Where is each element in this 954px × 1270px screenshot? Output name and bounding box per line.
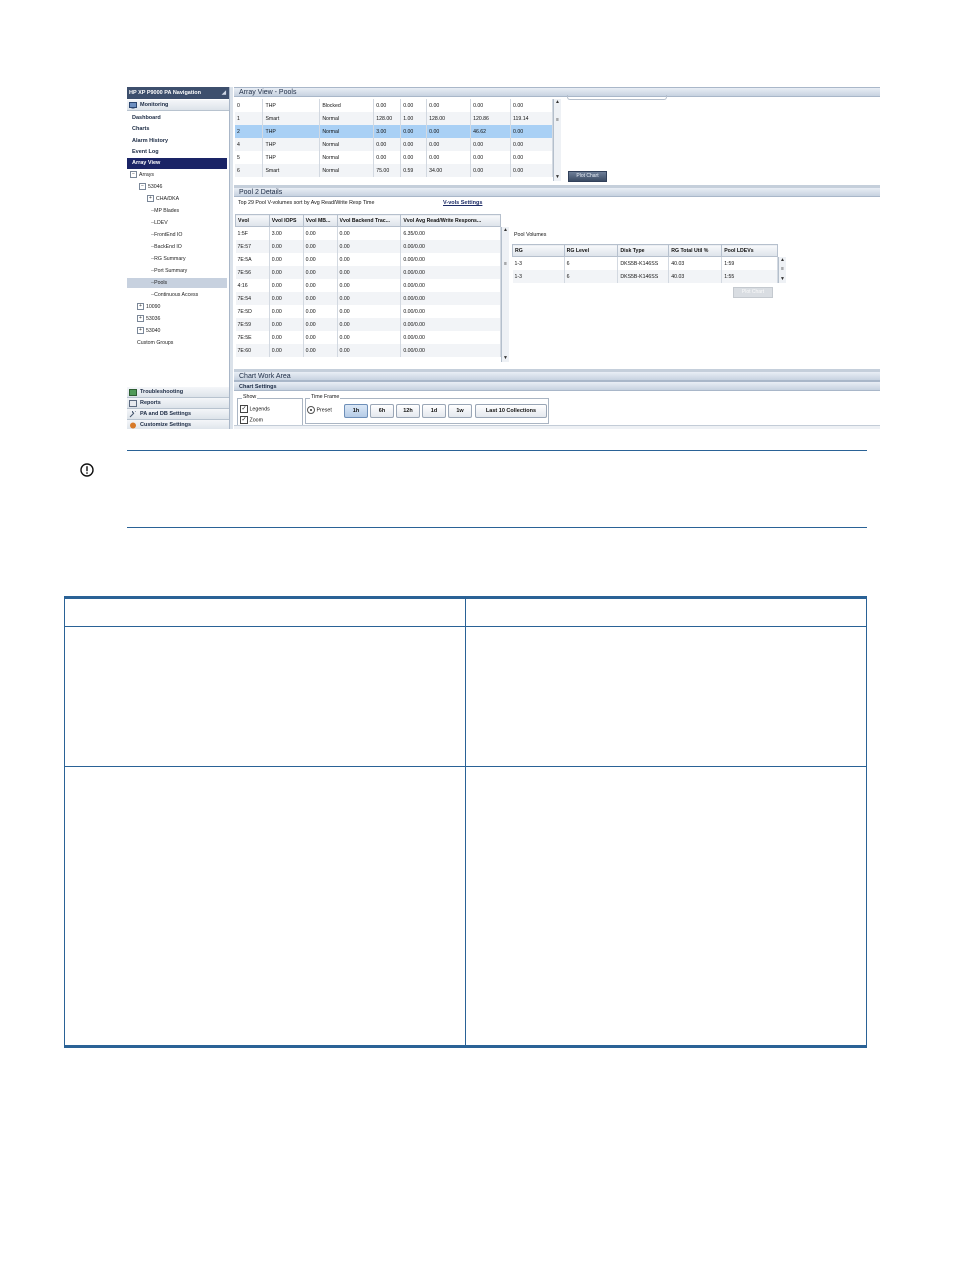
table-cell: Normal: [320, 138, 374, 151]
tree-node-cha-dka[interactable]: [147, 195, 179, 204]
table-cell: 7E:54: [236, 292, 270, 305]
troubleshooting-icon: [129, 389, 137, 396]
table-cell: 0: [235, 99, 263, 112]
column-header[interactable]: RG Level: [564, 245, 618, 257]
table-cell: 1-3: [513, 257, 565, 271]
pool-row[interactable]: [235, 125, 553, 138]
table-cell: 6: [564, 257, 618, 271]
customize-settings-accordion[interactable]: [127, 420, 229, 429]
screenshot-window: [127, 87, 880, 429]
column-header[interactable]: Vvol: [236, 215, 270, 227]
navigation-title: [127, 87, 229, 99]
vvol-row[interactable]: [236, 266, 501, 279]
monitor-icon: [129, 102, 137, 109]
pool-row[interactable]: [235, 164, 553, 177]
column-header[interactable]: Vvol IOPS: [269, 215, 303, 227]
tree-node-array-53036-label: 53036: [146, 316, 161, 322]
table-cell: 0.00: [269, 279, 303, 292]
table-cell: 7E:5E: [236, 331, 270, 344]
tree-selection-highlight: [127, 278, 227, 288]
table-cell: Blocked: [320, 99, 374, 112]
tree-node-port-summary[interactable]: ┄Port Summary: [151, 268, 188, 274]
scroll-down-icon[interactable]: ▼: [555, 174, 560, 180]
table-cell: 0.00: [374, 151, 401, 164]
time-6h-button[interactable]: 6h: [370, 404, 394, 418]
column-header[interactable]: Pool LDEVs: [722, 245, 778, 257]
scroll-grip-icon[interactable]: ≡: [556, 117, 559, 123]
table-cell: 0.00: [511, 151, 553, 164]
table-cell: 0.00: [269, 305, 303, 318]
collapse-icon[interactable]: −: [139, 183, 146, 190]
expand-icon[interactable]: +: [137, 327, 144, 334]
vvol-row[interactable]: [236, 344, 501, 357]
table-cell: Normal: [320, 151, 374, 164]
table-cell: 7E:59: [236, 318, 270, 331]
table-cell: Normal: [320, 125, 374, 138]
table-column-divider: [465, 596, 466, 1048]
reports-icon: [129, 400, 137, 407]
nav-link-charts[interactable]: Charts: [132, 126, 150, 132]
navigation-title-text: HP XP P9000 PA Navigation: [129, 90, 201, 96]
tree-node-pools[interactable]: ┄Pools: [151, 280, 168, 286]
table-cell: 0.00: [337, 344, 401, 357]
table-cell: 0.00: [303, 318, 337, 331]
expand-icon[interactable]: +: [137, 315, 144, 322]
chart-work-area-header: [234, 369, 880, 381]
time-1h-button[interactable]: 1h: [344, 404, 368, 418]
vvol-row[interactable]: [236, 331, 501, 344]
table-cell: 7E:56: [236, 266, 270, 279]
vvol-row[interactable]: [236, 305, 501, 318]
table-cell: 0.00: [303, 305, 337, 318]
wrench-icon: [129, 411, 137, 418]
table-cell: 0.00: [269, 292, 303, 305]
table-cell: 0.00: [269, 344, 303, 357]
preset-radio[interactable]: [307, 406, 332, 414]
table-cell: Smart: [263, 112, 320, 125]
scroll-down-icon[interactable]: ▼: [503, 355, 508, 361]
table-cell: 0.00/0.00: [401, 318, 501, 331]
pa-db-settings-accordion[interactable]: [127, 409, 229, 420]
pools-panel-header: [234, 87, 880, 97]
chart-settings-title: Chart Settings: [239, 384, 277, 390]
notice-top-rule: [127, 450, 867, 451]
time-12h-button[interactable]: 12h: [396, 404, 420, 418]
table-cell: 1.00: [401, 112, 427, 125]
tree-node-mp-blades[interactable]: ┄MP Blades: [151, 208, 180, 214]
tree-node-frontend-io[interactable]: ┄FrontEnd IO: [151, 232, 183, 238]
table-left-border: [64, 596, 65, 1048]
column-header[interactable]: Vvol Avg Read/Write Respons...: [401, 215, 501, 227]
table-cell: 0.00/0.00: [401, 344, 501, 357]
table-cell: 0.00: [303, 344, 337, 357]
table-cell: 5: [235, 151, 263, 164]
pool-volumes-table: [512, 244, 778, 283]
tree-node-ldev[interactable]: ┄LDEV: [151, 220, 168, 226]
table-cell: 6.35/0.00: [401, 227, 501, 241]
tree-node-array-10090-label: 10090: [146, 304, 161, 310]
table-cell: 0.00: [303, 240, 337, 253]
table-cell: 0.00: [269, 240, 303, 253]
table-cell: Smart: [263, 164, 320, 177]
table-cell: 3.00: [374, 125, 401, 138]
table-cell: 3.00: [269, 227, 303, 241]
vvol-table: [235, 214, 501, 357]
table-cell: 6: [235, 164, 263, 177]
last-10-collections-button[interactable]: Last 10 Collections: [475, 404, 547, 418]
table-cell: 1:5F: [236, 227, 270, 241]
table-cell: 0.00/0.00: [401, 292, 501, 305]
table-cell: 0.00: [401, 125, 427, 138]
important-icon: [80, 463, 94, 477]
table-cell: 0.00: [303, 331, 337, 344]
pool-details-title: Pool 2 Details: [239, 189, 283, 196]
table-cell: 0.00: [337, 292, 401, 305]
table-cell: 0.00/0.00: [401, 253, 501, 266]
chart-settings-header: [234, 381, 880, 391]
pools-table: [235, 99, 553, 177]
table-cell: DKS5B-K146SS: [618, 270, 669, 283]
table-cell: 0.59: [401, 164, 427, 177]
tree-node-rg-summary-label: RG Summary: [154, 256, 186, 262]
tree-node-backend-io[interactable]: ┄BackEnd IO: [151, 244, 182, 250]
table-cell: 0.00: [303, 292, 337, 305]
table-cell: 119.14: [511, 112, 553, 125]
nav-link-array-view-label: Array View: [132, 160, 161, 166]
column-header[interactable]: Disk Type: [618, 245, 669, 257]
table-right-border: [866, 596, 867, 1048]
monitoring-label: Monitoring: [140, 102, 169, 108]
column-header[interactable]: RG Total Util %: [669, 245, 722, 257]
table-header-row: [513, 245, 778, 257]
legends-checkbox[interactable]: [240, 405, 270, 413]
table-cell: 0.00: [427, 125, 471, 138]
table-cell: THP: [263, 151, 320, 164]
table-cell: 0.00: [471, 164, 511, 177]
reports-label: Reports: [140, 400, 161, 406]
table-cell: 0.00: [337, 253, 401, 266]
table-cell: 0.00/0.00: [401, 305, 501, 318]
table-cell: 0.00: [401, 99, 427, 112]
nav-link-event-log[interactable]: Event Log: [132, 149, 159, 155]
pool-row[interactable]: [235, 138, 553, 151]
table-cell: Normal: [320, 112, 374, 125]
vvol-row[interactable]: [236, 292, 501, 305]
table-cell: 0.00: [427, 99, 471, 112]
tree-node-arrays[interactable]: [130, 171, 154, 180]
table-cell: THP: [263, 99, 320, 112]
vvol-table-scrollbar[interactable]: [501, 227, 509, 362]
tree-node-port-summary-label: Port Summary: [154, 268, 188, 274]
radio-selected-icon[interactable]: [307, 406, 315, 414]
pool-volume-row[interactable]: [513, 257, 778, 271]
vvol-row[interactable]: [236, 253, 501, 266]
column-header[interactable]: Vvol Backend Trac...: [337, 215, 401, 227]
table-cell: 0.00/0.00: [401, 240, 501, 253]
table-cell: 0.00: [337, 240, 401, 253]
table-cell: 1-3: [513, 270, 565, 283]
table-cell: 0.00: [269, 266, 303, 279]
chart-placeholder-frame: [567, 95, 667, 100]
pool-row[interactable]: [235, 112, 553, 125]
vvol-caption: Top 29 Pool V-volumes sort by Avg Read/Write Resp Time: [238, 200, 375, 206]
table-cell: 0.00: [401, 151, 427, 164]
troubleshooting-accordion[interactable]: [127, 387, 229, 398]
table-cell: 6: [564, 270, 618, 283]
table-cell: Normal: [320, 164, 374, 177]
table-cell: 0.00: [511, 99, 553, 112]
scroll-up-icon[interactable]: ▲: [503, 227, 508, 233]
table-cell: 0.00: [511, 138, 553, 151]
chart-area-scrollbar[interactable]: [234, 425, 880, 429]
table-cell: 0.00: [471, 151, 511, 164]
table-cell: 0.00: [374, 138, 401, 151]
pool-volumes-scrollbar[interactable]: [778, 257, 786, 283]
table-cell: 0.00: [511, 125, 553, 138]
reports-accordion[interactable]: [127, 398, 229, 409]
chart-work-area-title: Chart Work Area: [239, 373, 291, 380]
customize-settings-label: Customize Settings: [140, 422, 192, 428]
table-cell: 0.00: [337, 266, 401, 279]
table-cell: 0.00: [303, 279, 337, 292]
pools-table-scrollbar[interactable]: [553, 99, 561, 181]
table-cell: 1: [235, 112, 263, 125]
scroll-down-icon[interactable]: ▼: [780, 276, 785, 282]
table-cell: 0.00: [337, 305, 401, 318]
nav-link-dashboard[interactable]: Dashboard: [132, 115, 161, 121]
time-1w-button[interactable]: 1w: [448, 404, 472, 418]
table-cell: 0.00: [427, 138, 471, 151]
document-table: [64, 596, 867, 1048]
table-cell: 0.00: [337, 318, 401, 331]
table-cell: 0.00/0.00: [401, 279, 501, 292]
table-cell: 0.00: [427, 151, 471, 164]
vvol-row[interactable]: [236, 227, 501, 241]
expand-icon[interactable]: +: [147, 195, 154, 202]
notice-bottom-rule: [127, 527, 867, 528]
pool-volume-row[interactable]: [513, 270, 778, 283]
table-cell: 0.00: [401, 138, 427, 151]
time-frame-legend: Time Frame: [311, 394, 340, 400]
table-cell: 0.00: [269, 331, 303, 344]
troubleshooting-label: Troubleshooting: [140, 389, 184, 395]
table-cell: 4:16: [236, 279, 270, 292]
table-cell: 0.00: [303, 266, 337, 279]
time-1d-button[interactable]: 1d: [422, 404, 446, 418]
navigation-pane: [127, 87, 230, 429]
table-cell: 40.03: [669, 257, 722, 271]
tree-node-array-53040-label: 53040: [146, 328, 161, 334]
pool-row[interactable]: [235, 151, 553, 164]
table-cell: 34.00: [427, 164, 471, 177]
zoom-label: Zoom: [249, 417, 264, 424]
table-cell: 7E:5D: [236, 305, 270, 318]
table-cell: 40.03: [669, 270, 722, 283]
tree-node-frontend-io-label: FrontEnd IO: [154, 232, 183, 238]
table-cell: 0.00: [337, 279, 401, 292]
vertical-splitter[interactable]: [230, 87, 233, 429]
scroll-up-icon[interactable]: ▲: [780, 257, 785, 263]
tree-node-continuous-access[interactable]: ┄Continuous Access: [151, 292, 199, 298]
table-cell: 4: [235, 138, 263, 151]
pools-panel-title: Array View - Pools: [239, 89, 297, 96]
tree-node-continuous-access-label: Continuous Access: [154, 292, 199, 298]
tree-node-array-53046[interactable]: [139, 183, 162, 192]
table-cell: 0.00: [303, 227, 337, 241]
vvol-row[interactable]: [236, 240, 501, 253]
zoom-checkbox[interactable]: [240, 416, 263, 424]
tree-node-array-53036[interactable]: [137, 315, 160, 324]
collapse-icon[interactable]: −: [130, 171, 137, 178]
table-cell: 0.00: [511, 164, 553, 177]
table-cell: 1:59: [722, 257, 778, 271]
table-cell: 46.62: [471, 125, 511, 138]
pool-volumes-label: Pool Volumes: [514, 232, 547, 238]
table-cell: 0.00: [471, 138, 511, 151]
scroll-grip-icon[interactable]: ≡: [781, 266, 784, 272]
plot-chart-button-disabled[interactable]: Plot Chart: [733, 287, 773, 298]
table-cell: 75.00: [374, 164, 401, 177]
table-cell: 7E:60: [236, 344, 270, 357]
table-cell: 0.00: [303, 253, 337, 266]
vvols-settings-link[interactable]: V-vols Settings: [443, 200, 483, 206]
table-cell: 2: [235, 125, 263, 138]
table-cell: 0.00: [269, 253, 303, 266]
column-header[interactable]: RG: [513, 245, 565, 257]
tree-node-rg-summary[interactable]: ┄RG Summary: [151, 256, 186, 262]
scroll-grip-icon[interactable]: ≡: [504, 261, 507, 267]
pa-db-settings-label: PA and DB Settings: [140, 411, 192, 417]
tree-node-custom-groups[interactable]: Custom Groups: [137, 340, 174, 346]
nav-link-alarm-history[interactable]: Alarm History: [132, 138, 169, 144]
tree-node-backend-io-label: BackEnd IO: [154, 244, 182, 250]
table-cell: 0.00/0.00: [401, 266, 501, 279]
table-cell: 0.00: [374, 99, 401, 112]
customize-icon: [129, 422, 137, 429]
vvol-row[interactable]: [236, 279, 501, 292]
tree-node-mp-blades-label: MP Blades: [154, 208, 180, 214]
table-cell: 0.00: [269, 318, 303, 331]
preset-label: Preset: [316, 407, 332, 414]
table-cell: 0.00: [337, 331, 401, 344]
table-cell: 120.86: [471, 112, 511, 125]
checkbox-checked-icon[interactable]: ✓: [241, 417, 247, 423]
monitoring-accordion[interactable]: [127, 100, 229, 111]
tree-node-ldev-label: LDEV: [154, 220, 168, 226]
vvol-row[interactable]: [236, 318, 501, 331]
table-cell: THP: [263, 125, 320, 138]
pool-row[interactable]: [235, 99, 553, 112]
show-legend: Show: [243, 394, 257, 400]
table-header-row: [236, 215, 501, 227]
table-cell: 0.00/0.00: [401, 331, 501, 344]
table-cell: 128.00: [374, 112, 401, 125]
tree-node-pools-label: Pools: [154, 280, 168, 286]
legends-label: Legends: [249, 406, 270, 413]
plot-chart-button[interactable]: Plot Chart: [568, 171, 607, 182]
scroll-up-icon[interactable]: ▲: [555, 99, 560, 105]
tree-node-cha-dka-label: CHA/DKA: [156, 196, 180, 202]
nav-link-array-view[interactable]: [127, 158, 227, 169]
column-header[interactable]: Vvol MB...: [303, 215, 337, 227]
table-cell: 7E:5A: [236, 253, 270, 266]
table-cell: 0.00: [471, 99, 511, 112]
expand-icon[interactable]: +: [137, 303, 144, 310]
pool-details-header: [234, 185, 880, 197]
table-cell: THP: [263, 138, 320, 151]
pin-icon[interactable]: ◢: [221, 90, 226, 96]
tree-node-array-53040[interactable]: [137, 327, 160, 336]
tree-node-arrays-label: Arrays: [139, 172, 154, 178]
table-cell: DKS5B-K146SS: [618, 257, 669, 271]
table-cell: 0.00: [337, 227, 401, 241]
table-cell: 7E:57: [236, 240, 270, 253]
tree-node-array-10090[interactable]: [137, 303, 160, 312]
table-cell: 1:55: [722, 270, 778, 283]
tree-node-array-53046-label: 53046: [148, 184, 163, 190]
table-cell: 128.00: [427, 112, 471, 125]
checkbox-checked-icon[interactable]: ✓: [241, 406, 247, 412]
